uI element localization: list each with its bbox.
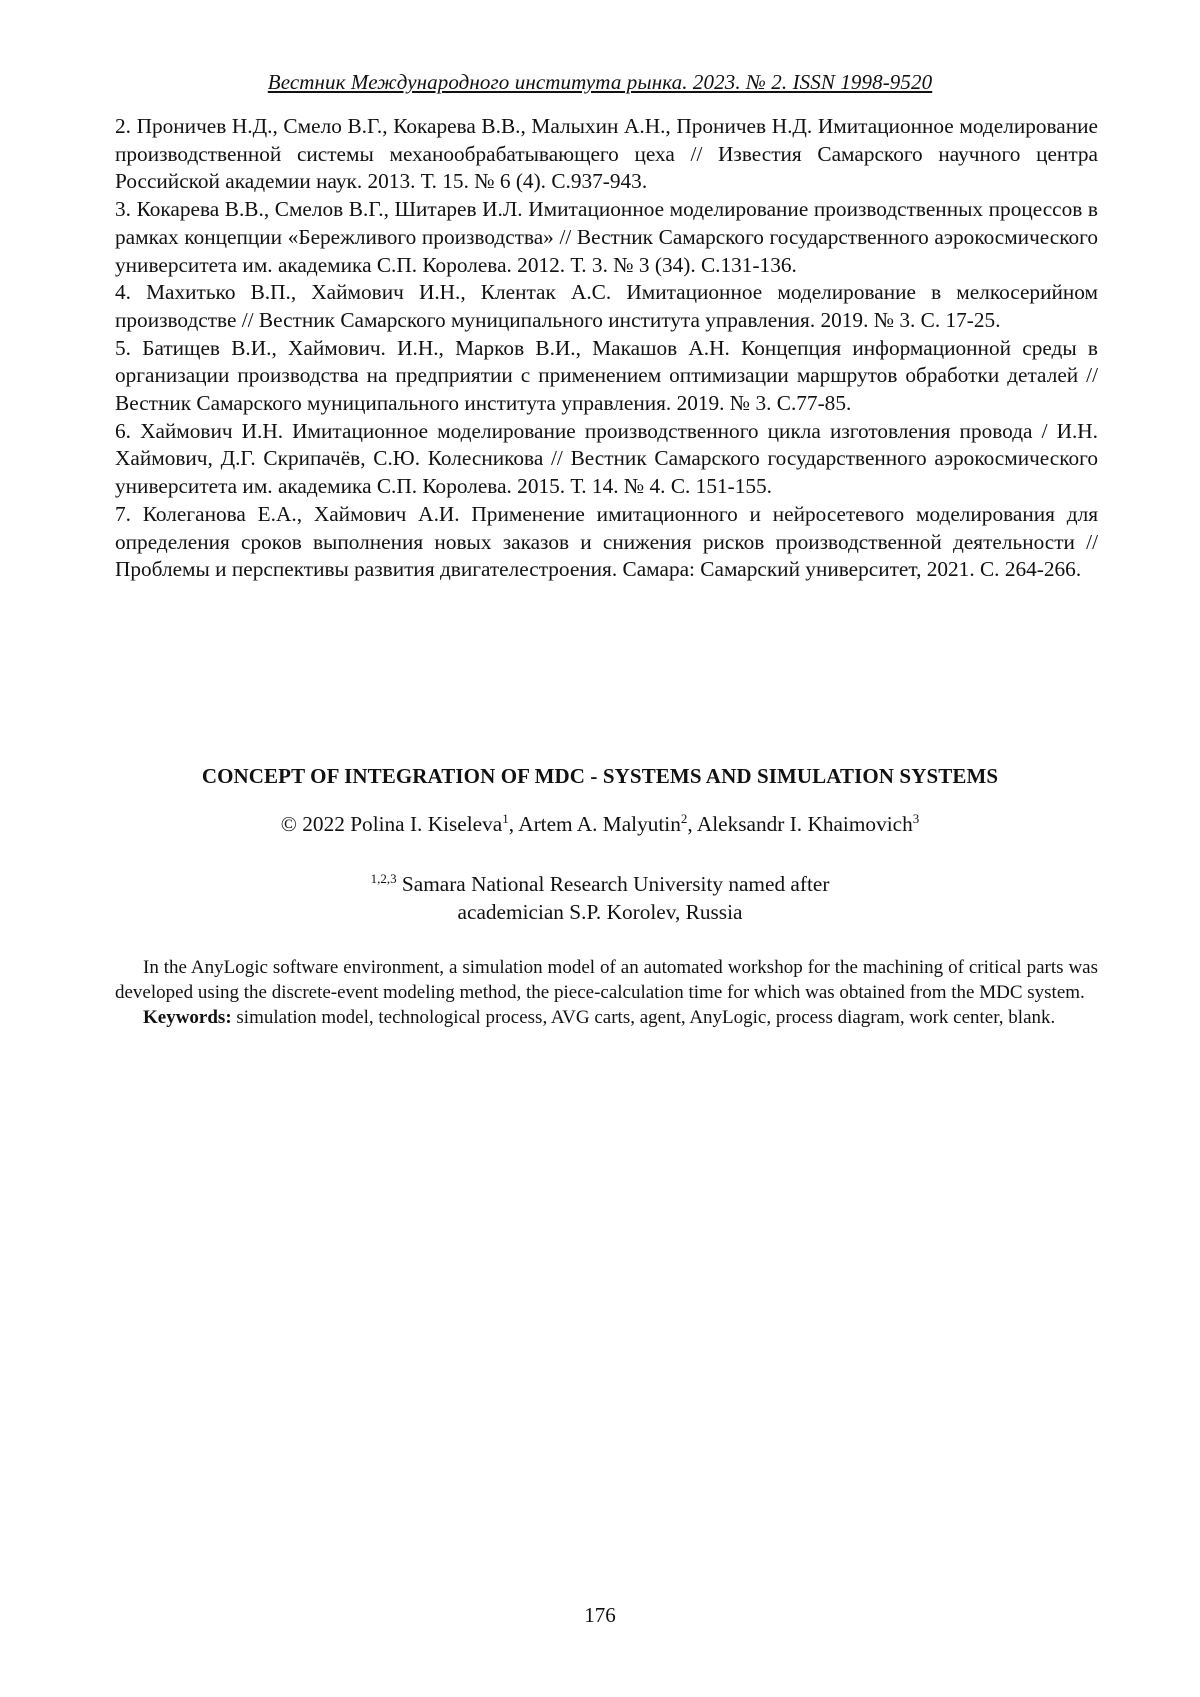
- page-number: 176: [584, 1603, 616, 1627]
- abstract-block: [115, 955, 1098, 1030]
- affiliation-mark: 1,2,3: [370, 871, 397, 886]
- reference-list: [115, 113, 1098, 584]
- author-name: Polina I. Kiseleva: [350, 812, 503, 836]
- running-header: Вестник Международного института рынка. 2023. № 2. ISSN 1998-9520: [267, 70, 933, 94]
- abstract-text: In the AnyLogic software environment, a simulation model of an automated workshop for the machining of critical parts was developed using the discrete-event modeling method, the piece-calculation time for which was obtained from the MDC system.: [115, 957, 1098, 1003]
- author-affiliation-mark: 2: [680, 811, 688, 826]
- reference-item: 2. Проничев Н.Д., Смело В.Г., Кокарева В.В., Малыхин А.Н., Проничев Н.Д. Имитационное моделирование производственной системы механообрабатывающего цеха // Известия Самарского научного центра Российской академии наук. 2013. Т. 15. № 6 (4). С.937-943.: [115, 114, 1098, 194]
- keywords-text: simulation model, technological process, AVG carts, agent, AnyLogic, process diagram, work center, blank.: [236, 1007, 1056, 1028]
- keywords-label: Keywords:: [143, 1007, 232, 1028]
- reference-item: 5. Батищев В.И., Хаймович. И.Н., Марков В.И., Макашов А.Н. Концепция информационной среды в организации производства на предприятии с применением оптимизации маршрутов обработки деталей // Вестник Самарского муниципального института управления. 2019. № 3. С.77-85.: [115, 335, 1098, 416]
- keywords-paragraph: [115, 1005, 1098, 1030]
- affiliation-line-2: academician S.P. Korolev, Russia: [457, 900, 743, 924]
- reference-item: 7. Колеганова Е.А., Хаймович А.И. Применение имитационного и нейросетевого моделирования для определения сроков выполнения новых заказов и снижения рисков производственной деятельности // Проблемы и перспективы развития двигателестроения. Самара: Самарский университет, 2021. С. 264-266.: [115, 501, 1098, 582]
- author-name: Aleksandr I. Khaimovich: [696, 812, 913, 836]
- author-separator: ,: [687, 812, 693, 836]
- author-name: Artem A. Malyutin: [518, 812, 681, 836]
- author-affiliation-mark: 1: [502, 811, 509, 826]
- author-separator: ,: [508, 812, 515, 836]
- affiliation-line-1: [0, 870, 1200, 898]
- reference-item: 6. Хаймович И.Н. Имитационное моделирование производственного цикла изготовления провода / И.Н. Хаймович, Д.Г. Скрипачёв, С.Ю. Колесникова // Вестник Самарского государственного аэрокосмического университета им. академика С.П. Королева. 2015. Т. 14. № 4. С. 151-155.: [115, 418, 1098, 499]
- reference-item: 3. Кокарева В.В., Смелов В.Г., Шитарев И.Л. Имитационное моделирование производственных процессов в рамках концепции «Бережливого производства» // Вестник Самарского государственного аэрокосмического университета им. академика С.П. Королева. 2012. Т. 3. № 3 (34). С.131-136.: [115, 197, 1098, 277]
- article-title: CONCEPT OF INTEGRATION OF MDC - SYSTEMS AND SIMULATION SYSTEMS: [201, 764, 999, 788]
- affiliation-text: Samara National Research University named after: [401, 872, 830, 896]
- reference-item: 4. Махитько В.П., Хаймович И.Н., Клентак А.С. Имитационное моделирование в мелкосерийном производстве // Вестник Самарского муниципального института управления. 2019. № 3. С. 17-25.: [115, 280, 1098, 332]
- copyright-year: © 2022: [280, 812, 345, 836]
- author-line: [0, 812, 1200, 837]
- author-affiliation-mark: 3: [912, 811, 920, 826]
- affiliation: [0, 870, 1200, 926]
